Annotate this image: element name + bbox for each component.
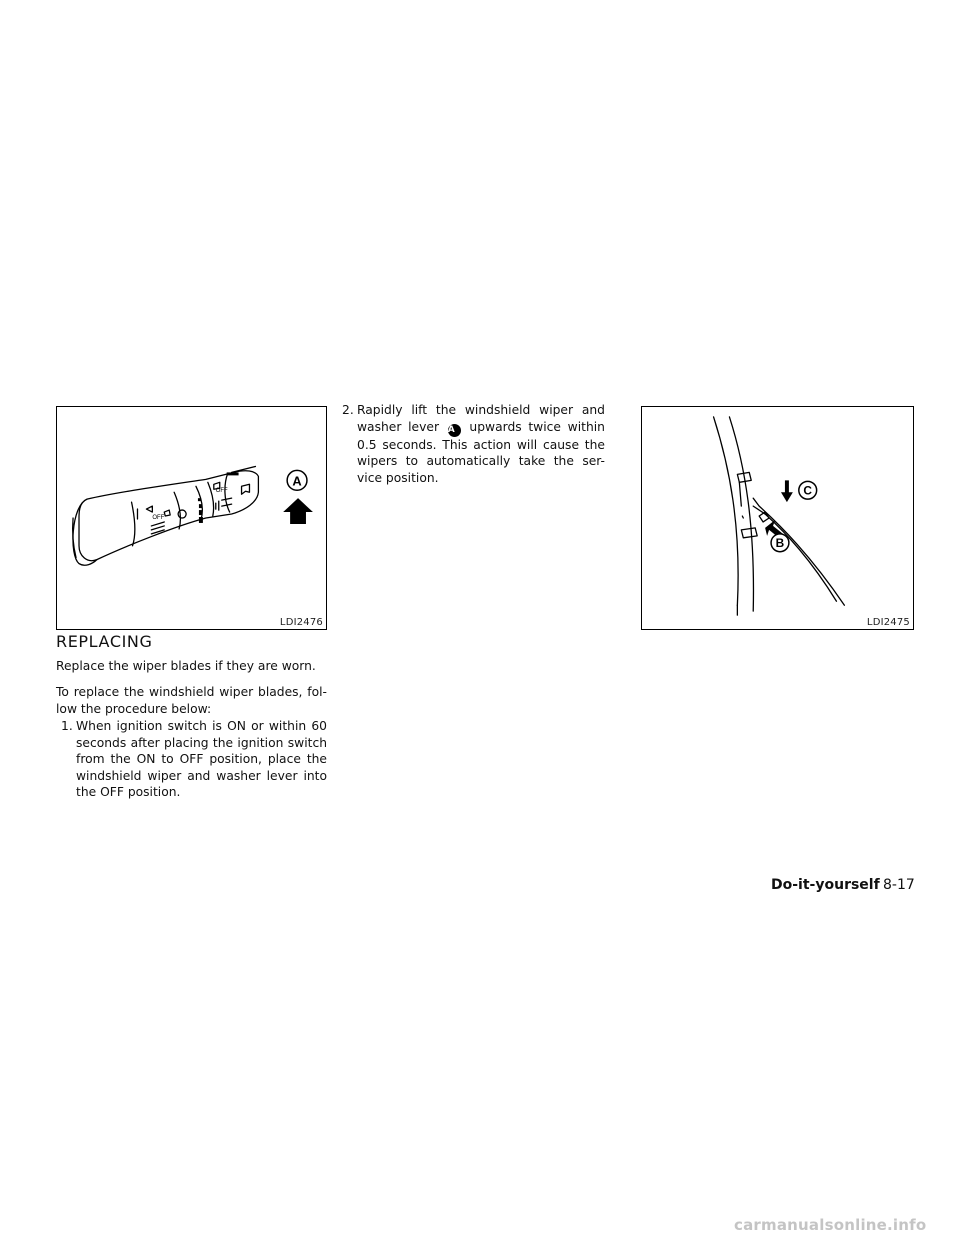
watermark: carmanualsonline.info [734,1216,927,1234]
down-arrow-icon [781,480,793,502]
step-number: 1. [61,719,73,733]
off-label-2: OFF [215,488,228,495]
marker-a-icon: A [448,424,461,437]
footer-page-number: 8-17 [883,877,915,893]
label-a: A [292,473,302,489]
step-number: 2. [342,403,354,417]
section-heading: REPLACING [56,632,153,651]
step-text-before: Rapidly lift the windshield wiper and washer lever [357,403,605,434]
figure-wiper-lever [56,406,327,630]
label-c: C [803,483,813,498]
footer-section-name: Do-it-yourself [771,877,880,893]
step-text [357,402,605,486]
label-b: B [775,536,785,551]
wiper-arm-illustration [642,407,913,629]
step-2 [342,402,605,486]
up-arrow-icon [283,498,313,524]
off-label-1: OFF [152,514,165,521]
figure-code: LDI2476 [279,617,323,628]
figure-wiper-arm [641,406,914,630]
paragraph-worn: Replace the wiper blades if they are worn. [56,659,316,673]
figure-code: LDI2475 [866,617,910,628]
wiper-lever-illustration [57,407,326,629]
step-text: When ignition switch is ON or within 60 seconds after placing the ignition switch from the ON to OFF position, place the windshield wiper and washer lever into the OFF position. [76,719,327,800]
step-text-after: upwards twice within 0.5 seconds. This action will cause the wipers to automatically take the ser-vice position. [357,419,605,485]
step-1 [61,718,327,802]
paragraph-procedure: To replace the windshield wiper blades, fol-low the procedure below: [56,685,327,716]
